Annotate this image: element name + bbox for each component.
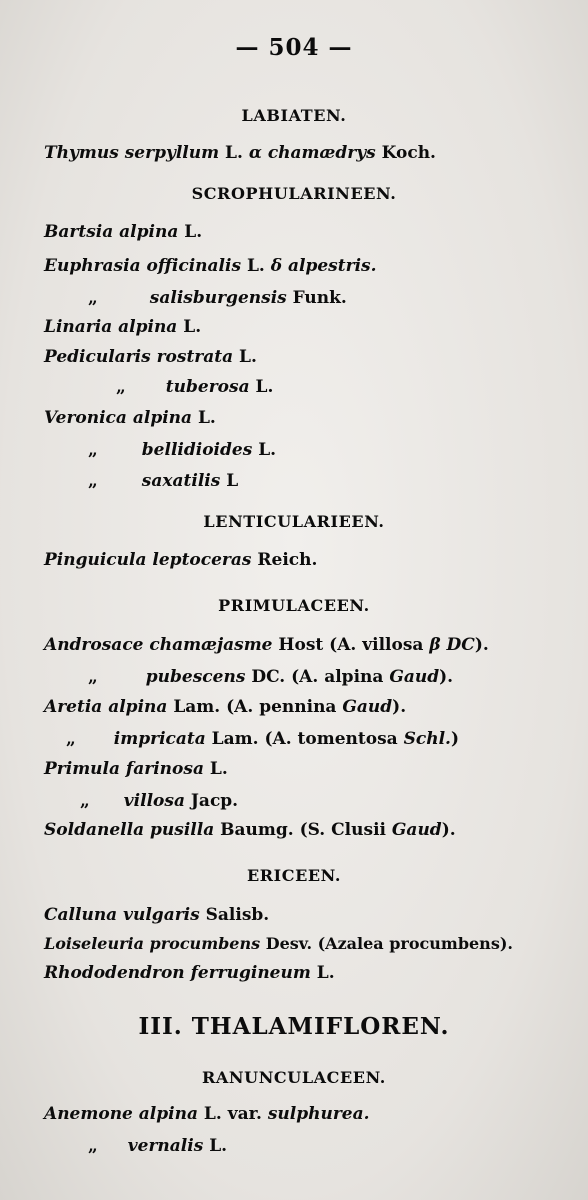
- species-name: Linaria alpina: [44, 317, 178, 337]
- authority: DC. (A. alpina: [245, 667, 390, 687]
- ditto-mark: „: [66, 729, 76, 749]
- authority: L. var.: [197, 1104, 268, 1124]
- species-entry: [44, 347, 257, 367]
- species-name: Euphrasia officinalis: [44, 256, 242, 276]
- authority: Reich.: [251, 550, 318, 570]
- authority: Jacp.: [184, 791, 239, 811]
- authority: L.: [192, 408, 216, 428]
- species-name: Androsace chamæjasme: [44, 635, 273, 655]
- punctuation: ).: [392, 697, 407, 717]
- family-heading-lenticularieen: LENTICULARIEEN.: [203, 512, 385, 531]
- authority: Lam. (A. pennina: [167, 697, 343, 717]
- authority: L.: [249, 377, 274, 397]
- species-entry: [44, 697, 406, 717]
- authority: Lam. (A. tomentosa: [205, 729, 404, 749]
- species-entry: [44, 934, 513, 953]
- authority: Baumg. (S. Clusii: [214, 820, 392, 840]
- species-entry: [44, 256, 377, 276]
- family-heading-ranunculaceen: RANUNCULACEEN.: [202, 1068, 386, 1087]
- authority: Koch.: [375, 143, 436, 163]
- species-name: Thymus serpyllum: [44, 143, 220, 163]
- punctuation: ).: [439, 667, 454, 687]
- authority: L.: [203, 1136, 228, 1156]
- species-entry: [44, 408, 216, 428]
- citation: Gaud: [391, 820, 442, 840]
- species-entry: [66, 729, 459, 749]
- authority: Host (A. villosa: [272, 635, 430, 655]
- authority: L.: [233, 347, 257, 367]
- species-name: Calluna vulgaris: [44, 905, 200, 925]
- citation: Gaud: [342, 697, 393, 717]
- punctuation: ).: [474, 635, 489, 655]
- species-name: Bartsia alpina: [44, 222, 179, 242]
- species-entry: [44, 635, 489, 655]
- authority: Salisb.: [199, 905, 270, 925]
- species-entry: [44, 550, 317, 570]
- species-entry: [88, 667, 453, 687]
- authority: L.: [203, 759, 228, 779]
- authority: Funk.: [286, 288, 347, 308]
- authority: L.: [177, 317, 202, 337]
- family-heading-labiaten: LABIATEN.: [241, 106, 347, 125]
- species-entry: [44, 963, 335, 983]
- ditto-mark: „: [80, 791, 90, 811]
- punctuation: ).: [441, 820, 456, 840]
- family-heading-primulaceen: PRIMULACEEN.: [218, 596, 370, 615]
- ditto-mark: „: [88, 667, 98, 687]
- ditto-mark: „: [88, 1136, 98, 1156]
- citation: Gaud: [389, 667, 440, 687]
- species-name: salisburgensis: [149, 288, 287, 308]
- species-name: Rhododendron ferrugineum: [44, 963, 311, 983]
- species-name: tuberosa: [165, 377, 250, 397]
- species-name: Soldanella pusilla: [44, 820, 215, 840]
- species-entry: [88, 1136, 227, 1156]
- species-name: Veronica alpina: [44, 408, 193, 428]
- ditto-mark: „: [88, 471, 98, 491]
- species-name: Pedicularis rostrata: [44, 347, 234, 367]
- species-name: Loiseleuria procumbens: [44, 934, 261, 953]
- species-entry: [88, 288, 347, 308]
- species-entry: [44, 222, 202, 242]
- species-entry: [44, 820, 456, 840]
- species-name: bellidioides: [141, 440, 253, 460]
- species-name: Pinguicula leptoceras: [44, 550, 252, 570]
- species-name: Aretia alpina: [44, 697, 168, 717]
- species-entry: [88, 440, 276, 460]
- species-name: Anemone alpina: [44, 1104, 198, 1124]
- authority: L.: [252, 440, 277, 460]
- species-name: pubescens: [145, 667, 246, 687]
- section-title: III. THALAMIFLOREN.: [138, 1013, 450, 1040]
- citation: β DC: [429, 635, 475, 655]
- variety: δ alpestris.: [270, 256, 377, 276]
- authority: Desv. (Azalea procumbens).: [260, 934, 513, 953]
- authority: L.: [310, 963, 335, 983]
- family-heading-ericeen: ERICEEN.: [246, 866, 342, 885]
- species-entry: [116, 377, 273, 397]
- species-entry: [44, 759, 228, 779]
- species-entry: [44, 905, 269, 925]
- species-name: villosa: [123, 791, 185, 811]
- ditto-mark: „: [88, 288, 98, 308]
- variety: α chamædrys: [248, 143, 376, 163]
- ditto-mark: „: [88, 440, 98, 460]
- species-name: saxatilis: [141, 471, 221, 491]
- authority: L: [220, 471, 239, 491]
- species-name: impricata: [113, 729, 206, 749]
- species-entry: [88, 471, 238, 491]
- page-number: — 504 —: [235, 34, 353, 61]
- citation: Schl.: [403, 729, 451, 749]
- species-name: vernalis: [127, 1136, 204, 1156]
- variety: sulphurea.: [267, 1104, 370, 1124]
- authority: L.: [178, 222, 203, 242]
- ditto-mark: „: [116, 377, 126, 397]
- species-entry: [44, 143, 436, 163]
- family-heading-scrophularineen: SCROPHULARINEEN.: [191, 184, 397, 203]
- species-name: Primula farinosa: [44, 759, 204, 779]
- species-entry: [44, 1104, 370, 1124]
- authority: L.: [219, 143, 249, 163]
- punctuation: ): [450, 729, 460, 749]
- species-entry: [44, 317, 201, 337]
- species-entry: [80, 791, 238, 811]
- authority: L.: [241, 256, 271, 276]
